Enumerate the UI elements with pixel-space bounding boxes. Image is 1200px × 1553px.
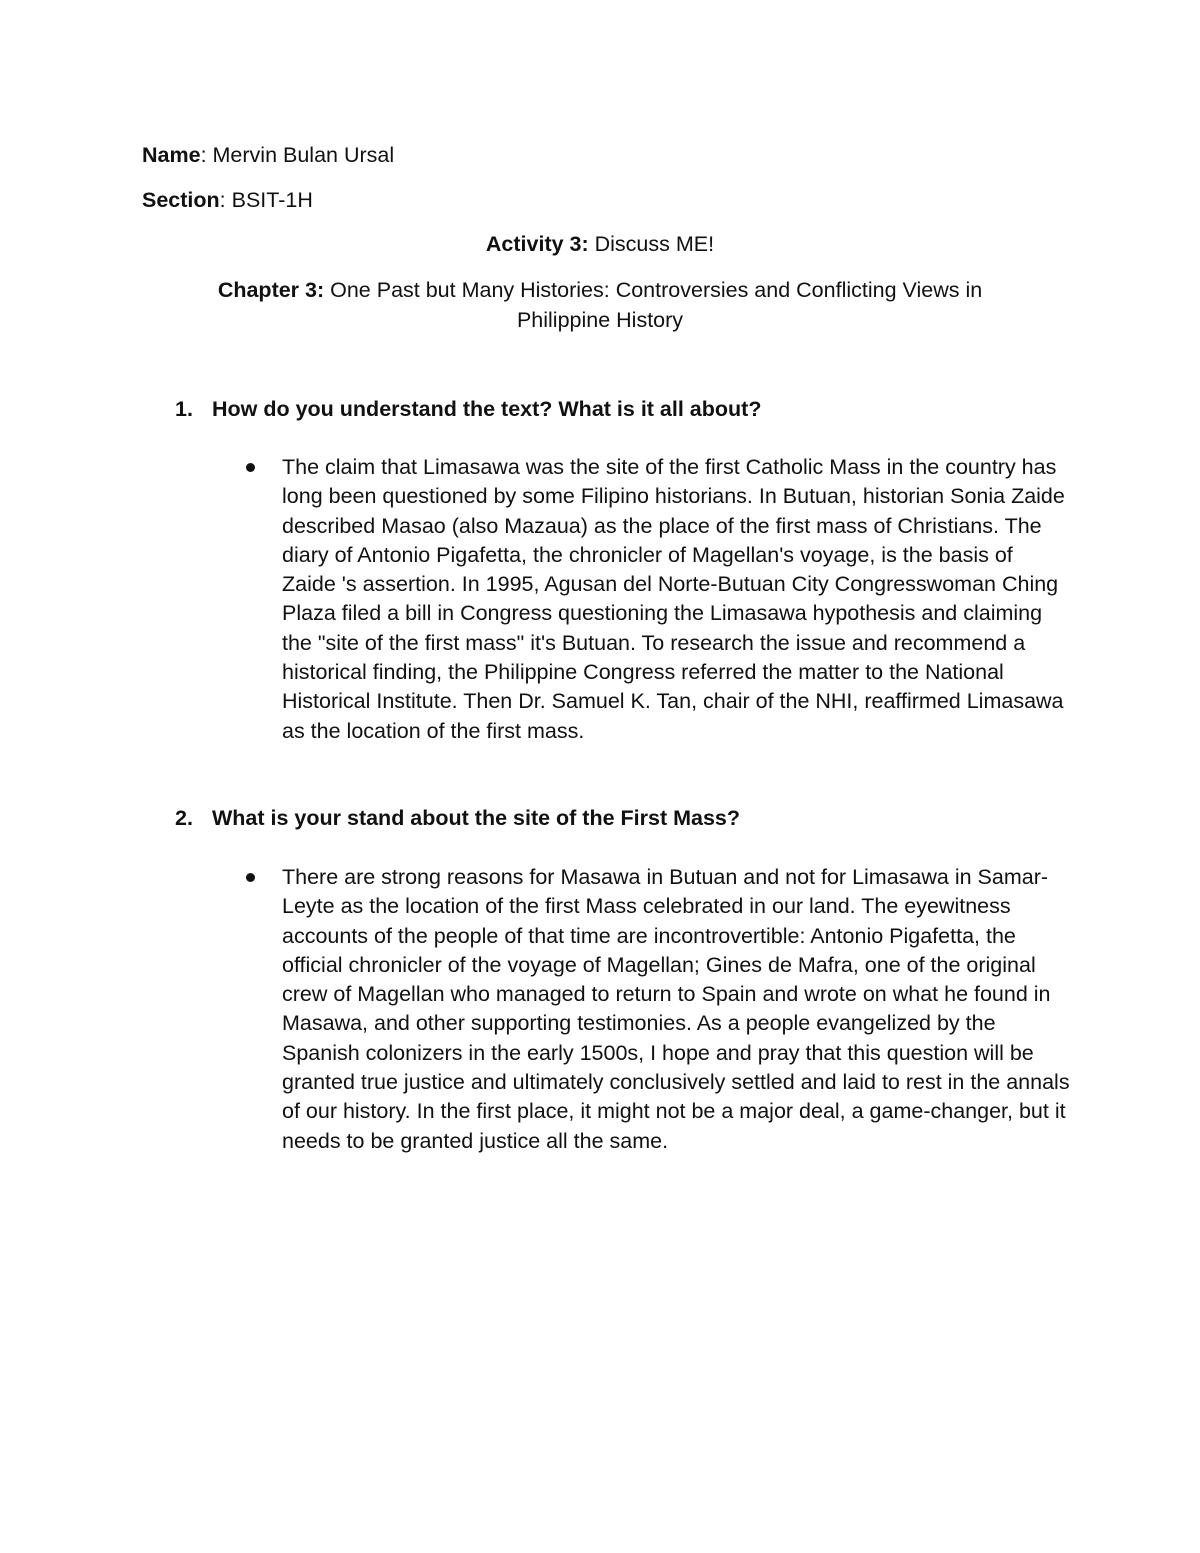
- question-number: 1.: [175, 397, 193, 421]
- activity-value: Discuss ME!: [588, 232, 715, 256]
- question-1: [175, 395, 761, 424]
- chapter-value: One Past but Many Histories: Controversies and Conflicting Views in Philippine History: [324, 278, 983, 332]
- bullet-icon: [246, 873, 255, 882]
- question-2: [175, 804, 740, 833]
- question-text: How do you understand the text? What is it all about?: [212, 397, 762, 421]
- name-label: Name: [142, 143, 201, 167]
- name-value: : Mervin Bulan Ursal: [200, 143, 395, 167]
- name-line: [142, 141, 394, 170]
- answer-1: The claim that Limasawa was the site of the first Catholic Mass in the country has long been questioned by some Filipino historians. In Butuan, historian Sonia Zaide described Masao (also Mazaua) as the place of the first mass of Christians. The diary of Antonio Pigafetta, the chronicler of Magellan's voyage, is the basis of Zaide 's assertion. In 1995, Agusan del Norte-Butuan City Congresswoman Ching Plaza filed a bill in Congress questioning the Limasawa hypothesis and claiming the "site of the first mass" it's Butuan. To research the issue and recommend a historical finding, the Philippine Congress referred the matter to the National Historical Institute. Then Dr. Samuel K. Tan, chair of the NHI, reaffirmed Limasawa as the location of the first mass.: [282, 455, 1065, 743]
- bullet-icon: [246, 463, 255, 472]
- section-value: : BSIT-1H: [219, 188, 313, 212]
- chapter-title: [142, 276, 1058, 335]
- activity-title: [142, 230, 1058, 260]
- section-line: [142, 186, 313, 215]
- question-text: What is your stand about the site of the First Mass?: [212, 806, 740, 830]
- section-label: Section: [142, 188, 220, 212]
- activity-label: Activity 3:: [485, 232, 589, 256]
- answer-2: There are strong reasons for Masawa in Butuan and not for Limasawa in Samar-Leyte as the location of the first Mass celebrated in our land. The eyewitness accounts of the people of that time are incontrovertible: Antonio Pigafetta, the official chronicler of the voyage of Magellan; Gines de Mafra, one of the original crew of Magellan who managed to return to Spain and wrote on what he found in Masawa, and other supporting testimonies. As a people evangelized by the Spanish colonizers in the early 1500s, I hope and pray that this question will be granted true justice and ultimately conclusively settled and laid to rest in the annals of our history. In the first place, it might not be a major deal, a game-changer, but it needs to be granted justice all the same.: [282, 865, 1070, 1153]
- chapter-label: Chapter 3:: [217, 278, 325, 302]
- question-number: 2.: [175, 806, 193, 830]
